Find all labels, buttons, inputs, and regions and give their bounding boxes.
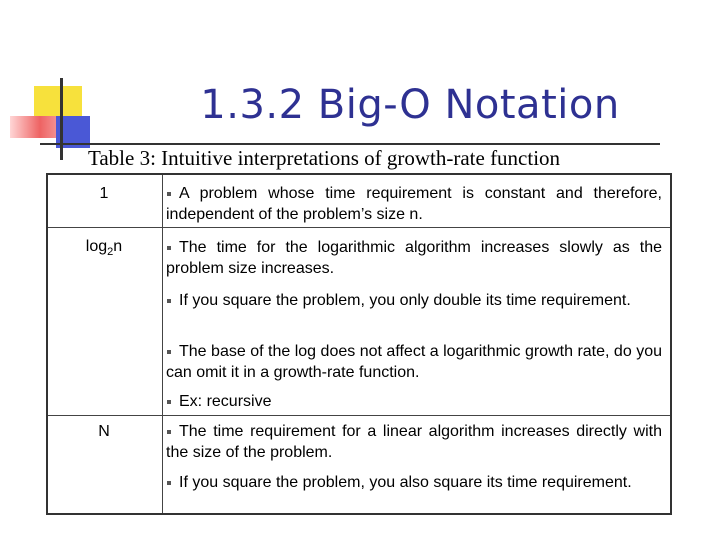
row-divider [48, 415, 670, 416]
bullet-icon [167, 400, 171, 404]
decor-red-block [10, 116, 60, 138]
decor-vertical-line [60, 78, 63, 160]
table-cell-item: A problem whose time requirement is constant and therefore, independent of the problem’s size n. [166, 185, 662, 223]
column-divider [162, 175, 163, 513]
table-cell-item: If you square the problem, you only double its time requirement. [166, 290, 662, 311]
growth-rate-table [46, 173, 672, 515]
table-cell-item: The time for the logarithmic algorithm increases slowly as the problem size increases. [166, 239, 662, 277]
slide-title: 1.3.2 Big-O Notation [200, 82, 620, 128]
table-cell-item: Ex: recursive [166, 391, 662, 412]
row-label-1: 1 [99, 185, 109, 202]
decor-horizontal-line [40, 143, 660, 145]
row-label-log2n: $\log_2n$ [85, 238, 123, 259]
table-cell-item: The base of the log does not affect a logarithmic growth rate, do you can omit it in a growth-rate function. [166, 343, 662, 381]
row-label-n: N [98, 423, 110, 440]
bullet-icon [167, 246, 171, 250]
bullet-icon [167, 299, 171, 303]
bullet-icon [167, 350, 171, 354]
table-cell-item: If you square the problem, you also square its time requirement. [166, 472, 662, 493]
bullet-icon [167, 481, 171, 485]
bullet-icon [167, 430, 171, 434]
table-cell-item: The time requirement for a linear algorithm increases directly with the size of the problem. [166, 423, 662, 461]
row-divider [48, 227, 670, 228]
table-caption: Table 3: Intuitive interpretations of growth-rate function [88, 146, 561, 170]
bullet-icon [167, 192, 171, 196]
